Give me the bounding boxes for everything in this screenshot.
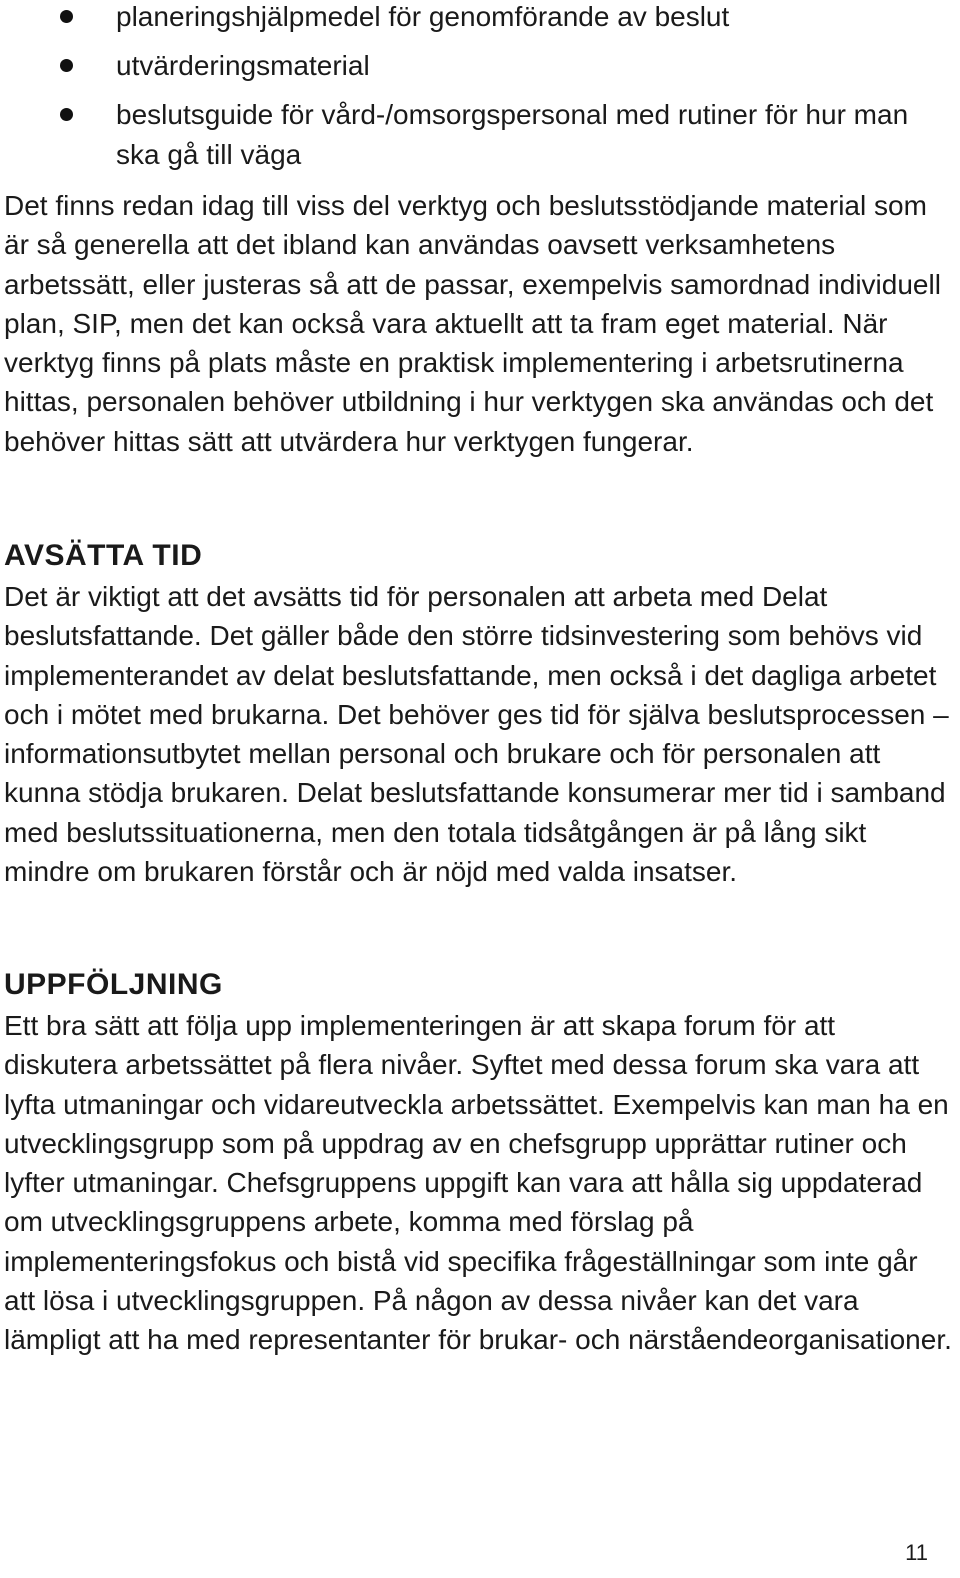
- bullet-text: utvärderingsmaterial: [116, 50, 370, 81]
- bullet-icon: [60, 10, 73, 23]
- bullet-text: planeringshjälpmedel för genomförande av beslut: [116, 1, 730, 32]
- bullet-text: beslutsguide för vård-/omsorgspersonal med rutiner för hur man ska gå till väga: [116, 99, 909, 170]
- section-heading-avsatta-tid: AVSÄTTA TID: [4, 539, 203, 572]
- bullet-icon: [60, 59, 73, 72]
- list-item: [0, 0, 960, 37]
- section-heading-uppfoljning: UPPFÖLJNING: [4, 968, 223, 1001]
- bullet-icon: [60, 108, 73, 121]
- list-item: [0, 95, 960, 175]
- list-item: [0, 46, 960, 86]
- intro-paragraph: Det finns redan idag till viss del verktyg och beslutsstödjande material som är så generella att det ibland kan användas oavsett verksamhetens arbetssätt, eller justeras så att de passar, exempelvis samordnad individuell plan, SIP, men det kan också vara aktuellt att ta fram eget material. När verktyg finns på plats måste en praktisk implementering i arbetsrutinerna hittas, personalen behöver utbildning i hur verktygen ska användas och det behöver hittas sätt att utvärdera hur verktygen fungerar.: [4, 190, 941, 457]
- bullet-list: [0, 0, 960, 175]
- page-number: 11: [905, 1540, 928, 1565]
- section-body-avsatta-tid: Det är viktigt att det avsätts tid för personalen att arbeta med Delat beslutsfattande. Det gäller både den större tidsinvestering som behövs vid implementerandet av delat beslutsfattande, men också i det dagliga arbetet och i mötet med brukarna. Det behöver ges tid för själva beslutsprocessen – informationsutbytet mellan personal och brukare och för personalen att kunna stödja brukaren. Delat beslutsfattande konsumerar mer tid i samband med beslutssituationerna, men den totala tidsåtgången är på lång sikt mindre om brukaren förstår och är nöjd med valda insatser.: [4, 581, 949, 888]
- section-body-uppfoljning: Ett bra sätt att följa upp implementeringen är att skapa forum för att diskutera arbetssättet på flera nivåer. Syftet med dessa forum ska vara att lyfta utmaningar och vidareutveckla arbetssättet. Exempelvis kan man ha en utvecklingsgrupp som på uppdrag av en chefsgrupp upprättar rutiner och lyfter utmaningar. Chefsgruppens uppgift kan vara att hålla sig uppdaterad om utvecklingsgruppens arbete, komma med förslag på implementeringsfokus och bistå vid specifika frågeställningar som inte går att lösa i utvecklingsgruppen. På någon av dessa nivåer kan det vara lämpligt att ha med representanter för brukar- och närståendeorganisationer.: [4, 1010, 952, 1356]
